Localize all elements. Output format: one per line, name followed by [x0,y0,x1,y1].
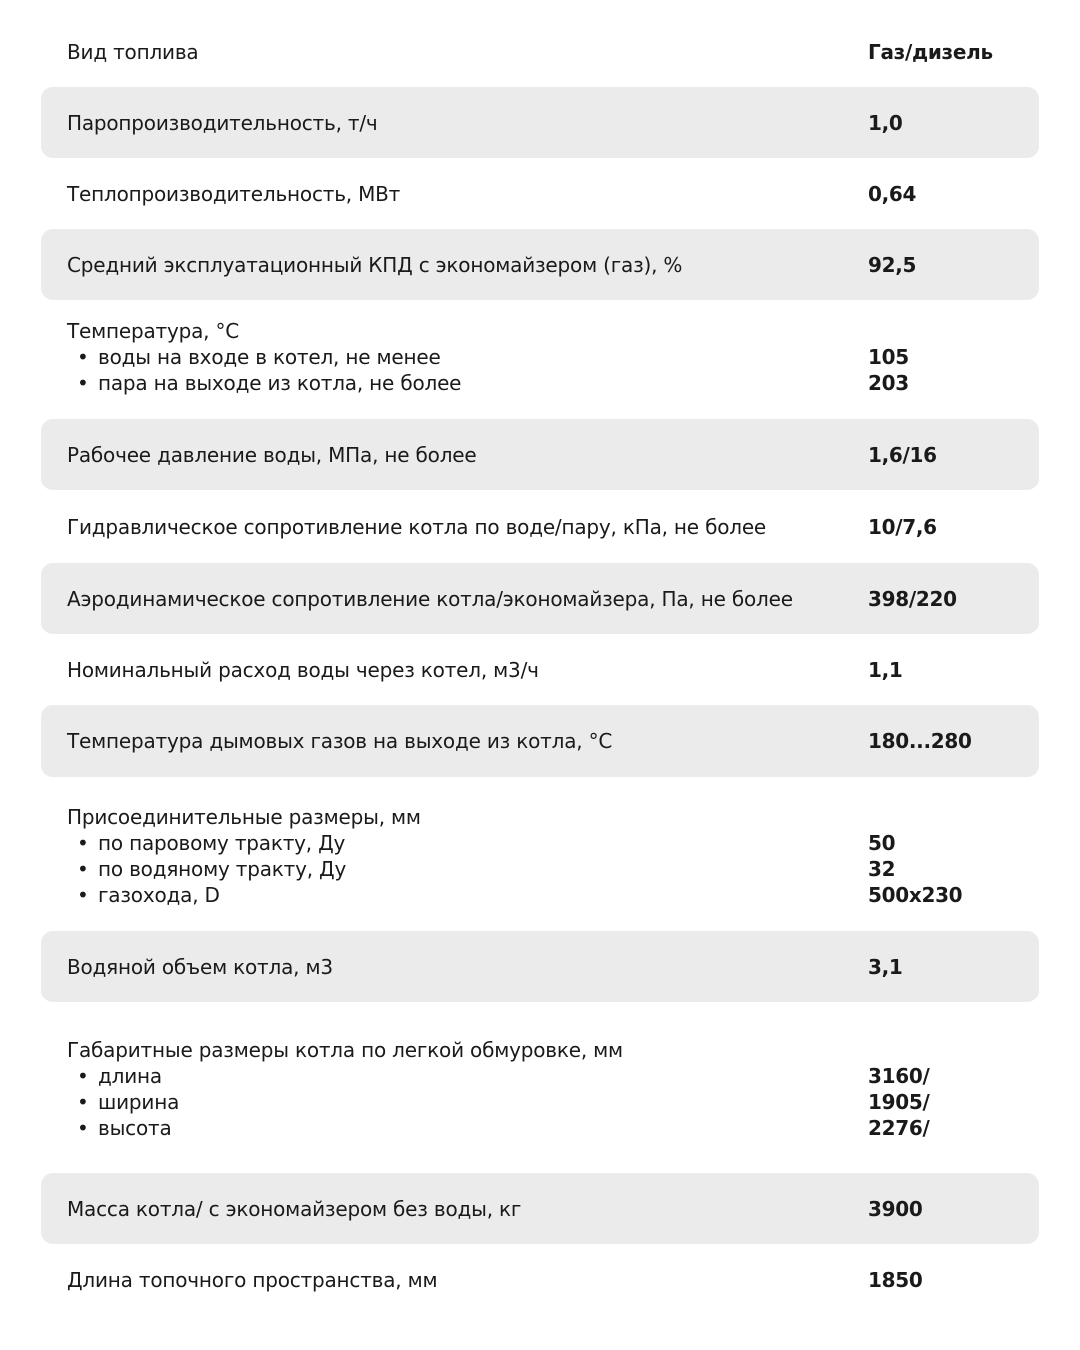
spec-sub-row [67,1115,929,1141]
spec-row-steam-capacity [41,87,1039,158]
spec-value: 2276/ [868,1116,930,1140]
spec-sub-label: пара на выходе из котла, не более [98,371,462,395]
bullet-icon: • [77,831,89,855]
spec-value: 500x230 [868,883,963,907]
bullet-icon: • [77,857,89,881]
bullet-icon: • [77,1064,89,1088]
spec-value: 105 [868,345,909,369]
spec-value: 0,64 [868,181,917,206]
spec-sub-row [67,856,895,882]
spec-value: 180...280 [868,729,972,753]
spec-row-flue-gas-temperature [41,705,1039,777]
spec-sub-row [67,882,962,908]
spec-value: 3900 [868,1196,923,1221]
spec-sub-row [67,1063,929,1089]
spec-row-overall-dimensions [41,1002,1039,1173]
spec-row-fuel-type [41,17,1039,87]
spec-sub-label: газохода, D [98,883,220,907]
spec-value: 92,5 [868,252,917,277]
spec-group-label: Габаритные размеры котла по легкой обмуровке, мм [67,1038,623,1062]
spec-label: Номинальный расход воды через котел, м3/ч [67,657,539,682]
spec-sub-label: длина [98,1064,162,1088]
spec-label: Средний эксплуатационный КПД с экономайзером (газ), % [67,252,683,277]
spec-sub-row [67,1089,929,1115]
spec-row-water-volume [41,931,1039,1002]
spec-sub-label: высота [98,1116,172,1140]
spec-sub-row [67,344,909,370]
bullet-icon: • [77,1090,89,1114]
spec-label: Водяной объем котла, м3 [67,954,333,979]
bullet-icon: • [77,883,89,907]
spec-value: 1,0 [868,110,903,135]
spec-row-temperature [41,300,1039,419]
spec-label: Паропроизводительность, т/ч [67,110,378,135]
spec-row-efficiency [41,229,1039,300]
spec-label: Температура дымовых газов на выходе из котла, °C [67,729,613,753]
spec-label: Масса котла/ с экономайзером без воды, кг [67,1196,522,1221]
spec-value: 1,1 [868,657,903,682]
spec-group-label: Температура, °C [67,319,240,343]
spec-sub-label: по водяному тракту, Ду [98,857,347,881]
spec-value: 3160/ [868,1064,930,1088]
spec-sub-label: по паровому тракту, Ду [98,831,346,855]
bullet-icon: • [77,1116,89,1140]
spec-label: Гидравлическое сопротивление котла по воде/пару, кПа, не более [67,514,767,539]
spec-value: 10/7,6 [868,514,937,539]
spec-value: 3,1 [868,954,903,979]
spec-row-furnace-length [41,1244,1039,1315]
spec-table [41,17,1039,1315]
spec-value: 32 [868,857,896,881]
spec-value: 398/220 [868,586,957,611]
spec-row-water-pressure [41,419,1039,490]
spec-label: Аэродинамическое сопротивление котла/экономайзера, Па, не более [67,586,793,611]
spec-label: Рабочее давление воды, МПа, не более [67,442,477,467]
spec-value: 203 [868,371,909,395]
spec-label: Вид топлива [67,40,199,64]
spec-sub-row [67,370,909,396]
spec-label: Длина топочного пространства, мм [67,1267,438,1292]
spec-row-boiler-mass [41,1173,1039,1244]
spec-row-hydraulic-resistance [41,490,1039,563]
bullet-icon: • [77,345,89,369]
spec-value: Газ/дизель [868,40,993,64]
spec-value: 1,6/16 [868,442,937,467]
spec-label: Теплопроизводительность, МВт [67,181,401,206]
bullet-icon: • [77,371,89,395]
spec-value: 1850 [868,1267,923,1292]
spec-row-aerodynamic-resistance [41,563,1039,634]
spec-sub-label: ширина [98,1090,180,1114]
spec-value: 50 [868,831,896,855]
spec-group-label: Присоединительные размеры, мм [67,805,421,829]
spec-sub-label: воды на входе в котел, не менее [98,345,441,369]
spec-row-heat-capacity [41,158,1039,229]
spec-sub-row [67,830,895,856]
spec-row-water-flow [41,634,1039,705]
spec-value: 1905/ [868,1090,930,1114]
spec-row-connection-sizes [41,777,1039,931]
